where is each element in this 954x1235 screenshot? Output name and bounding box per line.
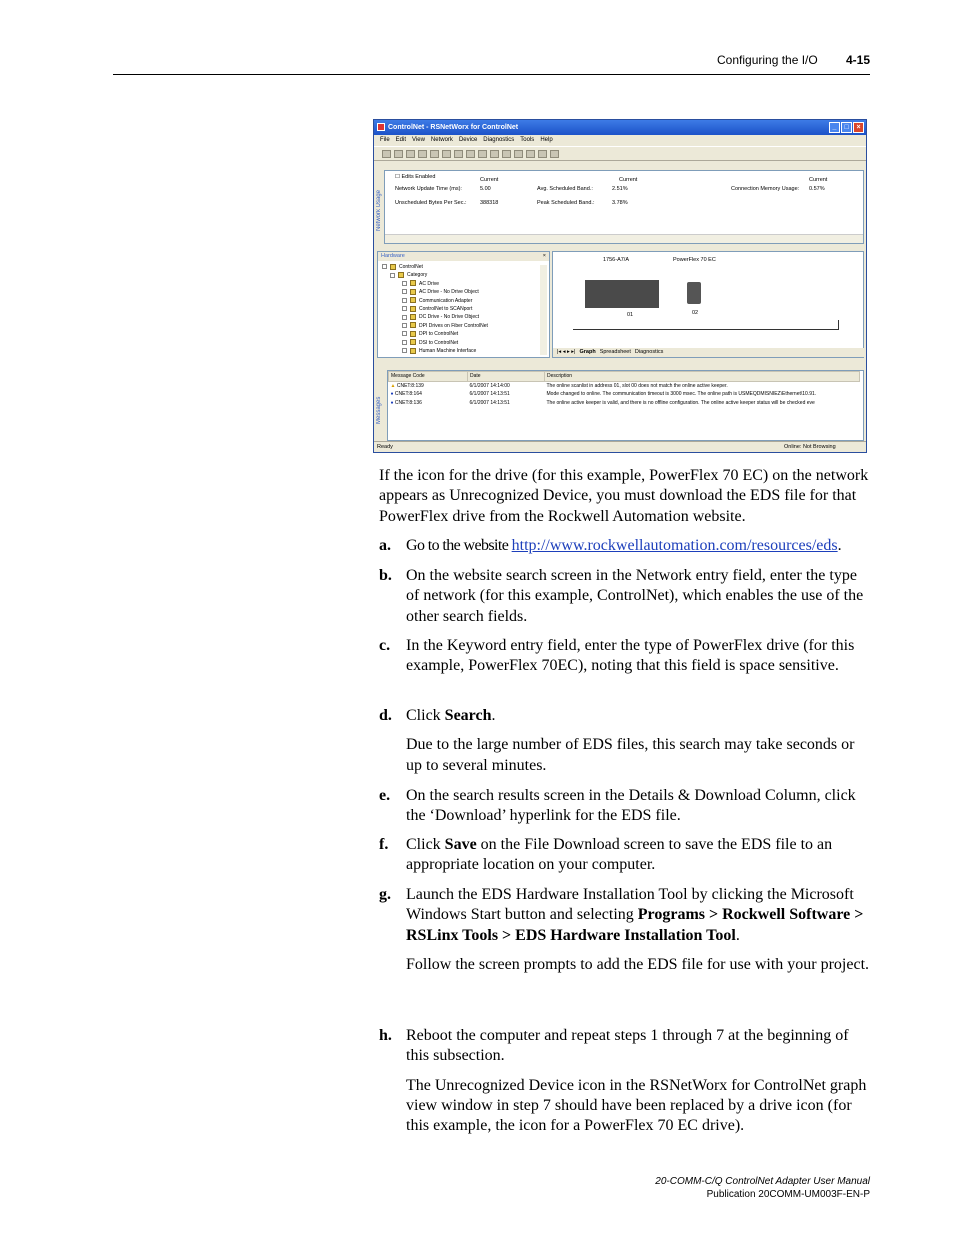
properties-icon[interactable]	[502, 150, 511, 158]
menu-file[interactable]: File	[380, 137, 390, 143]
device2-label: PowerFlex 70 EC	[673, 257, 716, 263]
step-f: f. Click Save on the File Download screen to save the EDS file to an appropriate location on your computer.	[379, 836, 833, 874]
folder-icon	[410, 280, 416, 286]
avg-band-label: Avg. Scheduled Band.:	[537, 186, 593, 192]
eds-website-link[interactable]: http://www.rockwellautomation.com/resources/eds	[511, 537, 838, 554]
tab-spreadsheet[interactable]: Spreadsheet	[599, 349, 631, 355]
conn-memory-label: Connection Memory Usage:	[731, 186, 800, 192]
tree-item[interactable]: DPI to ControlNet	[382, 330, 549, 338]
status-ready: Ready	[377, 444, 393, 450]
tab-diagnostics[interactable]: Diagnostics	[634, 349, 664, 355]
menu-help[interactable]: Help	[540, 137, 553, 143]
header-rule	[113, 74, 870, 75]
table-row[interactable]: ● CNET:8:136 6/1/2007 14:13:51 The online active keeper is valid, and there is no offline configuration. The online active keeper status will be checked eve	[390, 399, 815, 406]
network-icon	[390, 264, 396, 270]
hardware-title: Hardware	[381, 253, 405, 259]
messages-tab[interactable]: Messages	[376, 396, 382, 424]
graph-pane	[552, 251, 864, 358]
step-b: b. On the website search screen in the Network entry field, enter the type of network (for this example, ControlNet), which enables the use of the other search fields.	[379, 567, 864, 625]
toolbar	[374, 146, 866, 161]
online-icon[interactable]	[514, 150, 523, 158]
menu-network[interactable]: Network	[430, 137, 453, 143]
page-number: 4-15	[846, 53, 871, 67]
peak-band-value: 3.78%	[612, 200, 628, 206]
hardware-title-bar	[378, 252, 549, 261]
folder-icon	[398, 272, 404, 278]
messages-table	[388, 371, 860, 407]
node-address: 02	[692, 310, 699, 316]
folder-icon	[410, 314, 416, 320]
new-icon[interactable]	[382, 150, 391, 158]
avg-band-value: 2.51%	[612, 186, 628, 192]
controllogix-chassis-icon[interactable]	[585, 280, 659, 308]
close-icon[interactable]: ×	[853, 122, 864, 133]
step-h-note: The Unrecognized Device icon in the RSNetWorx for ControlNet graph view window in step 7 should have been replaced by a drive icon (for this example, the icon for a PowerFlex 70 EC drive).	[406, 1076, 867, 1135]
folder-icon	[410, 331, 416, 337]
spreadsheet-icon[interactable]	[550, 150, 559, 158]
step-c: c. In the Keyword entry field, enter the type of PowerFlex drive (for this example, PowerFlex 70EC), noting that this field is space sensitive.	[379, 637, 855, 675]
tree-item[interactable]: Category	[382, 271, 549, 279]
minimize-icon[interactable]: _	[829, 122, 840, 133]
tree-item[interactable]: Communication Adapter	[382, 297, 549, 305]
table-row[interactable]: ▲ CNET:8:139 6/1/2007 14:14:00 The online scanlist in address 01, slot 00 does not match the online active keeper.	[390, 382, 728, 389]
status-online: Online: Not Browsing	[784, 444, 836, 450]
step-e: e. On the search results screen in the Details & Download Column, click the ‘Download’ hyperlink for the EDS file.	[379, 787, 856, 825]
tree-item[interactable]: DPI Drives on Fiber ControlNet	[382, 322, 549, 330]
nut-label: Network Update Time (ms):	[395, 186, 462, 192]
menu-view[interactable]: View	[412, 137, 425, 143]
nav-arrows[interactable]: |◂ ◂ ▸ ▸|	[557, 349, 576, 355]
open-icon[interactable]	[394, 150, 403, 158]
diagnostics-icon[interactable]	[538, 150, 547, 158]
menu-tools[interactable]: Tools	[520, 137, 535, 143]
copy-icon[interactable]	[442, 150, 451, 158]
column-header[interactable]: Message Code	[389, 372, 468, 382]
hardware-pane	[377, 251, 550, 358]
tree-item[interactable]: ControlNet to SCANport	[382, 305, 549, 313]
table-row[interactable]: ● CNET:8:164 6/1/2007 14:13:51 Mode changed to online. The communication timeout is 3000 msec. The online path is USMEQDMISNIEZ\Ethernet\10.91.	[390, 391, 817, 398]
current-heading: Current	[809, 177, 828, 183]
step-g-note: Follow the screen prompts to add the EDS file for use with your project.	[406, 955, 870, 973]
network-trunk-line	[573, 329, 838, 330]
tree-item[interactable]: Human Machine Interface	[382, 347, 549, 355]
column-header[interactable]: Description	[545, 372, 860, 382]
window-title: ControlNet - RSNetWorx for ControlNet	[388, 124, 519, 131]
graph-tab-bar	[553, 348, 867, 357]
folder-icon	[410, 322, 416, 328]
step-a: a. Go to the website http://www.rockwellautomation.com/resources/eds.	[379, 537, 842, 554]
cut-icon[interactable]	[430, 150, 439, 158]
device1-label: 1756-A7/A	[603, 257, 629, 263]
running-header: Configuring the I/O	[717, 53, 818, 67]
app-icon	[377, 123, 385, 131]
peak-band-label: Peak Scheduled Band.:	[537, 200, 595, 206]
tree-item[interactable]: DC Drive - No Drive Object	[382, 313, 549, 321]
tree-item[interactable]: AC Drive	[382, 280, 549, 288]
maximize-icon[interactable]: □	[841, 122, 852, 133]
footer-publication: Publication 20COMM-UM003F-EN-P	[706, 1189, 870, 1200]
warning-icon: ▲	[390, 382, 396, 389]
vertical-scrollbar[interactable]	[540, 265, 547, 355]
tab-graph[interactable]: Graph	[579, 349, 596, 355]
horizontal-scrollbar[interactable]	[385, 234, 863, 243]
step-d: d. Click Search. Due to the large number of EDS files, this search may take seconds or up to several minutes.	[379, 706, 869, 776]
step-g: g. Launch the EDS Hardware Installation Tool by clicking the Microsoft Windows Start button and selecting Programs > Rockwell Software > RSLinx Tools > EDS Hardware Installation Tool. Follow the screen prompts to add the EDS file for use with your project.	[379, 885, 869, 975]
messages-pane	[387, 370, 864, 441]
network-trunk-line	[838, 320, 839, 330]
edits-enabled-checkbox[interactable]: ☐ Edits Enabled	[395, 174, 436, 180]
close-icon[interactable]: ×	[542, 253, 546, 259]
help-pointer-icon[interactable]	[466, 150, 475, 158]
intro-paragraph: If the icon for the drive (for this example, PowerFlex 70 EC) on the network appears as Unrecognized Device, you must download the EDS file for that PowerFlex drive from the Rockwell Automation website.	[379, 467, 869, 525]
folder-icon	[410, 339, 416, 345]
info-icon: ●	[390, 391, 394, 398]
info-icon: ●	[390, 399, 394, 406]
rsnetworx-screenshot	[373, 119, 867, 453]
network-usage-tab[interactable]: Network Usage	[376, 189, 382, 231]
status-bar	[374, 441, 866, 452]
hardware-tree	[378, 261, 549, 355]
current-heading: Current	[619, 177, 638, 183]
print-icon[interactable]	[418, 150, 427, 158]
folder-icon	[410, 348, 416, 354]
step-d-note: Due to the large number of EDS files, this search may take seconds or up to several minutes.	[406, 736, 855, 774]
menu-diagnostics[interactable]: Diagnostics	[483, 137, 515, 143]
tree-item[interactable]: AC Drive - No Drive Object	[382, 288, 549, 296]
powerflex-drive-icon[interactable]	[687, 282, 701, 304]
nut-value: 5.00	[480, 186, 491, 192]
footer-manual-title: 20-COMM-C/Q ControlNet Adapter User Manual	[655, 1176, 870, 1187]
conn-memory-value: 0.57%	[809, 186, 825, 192]
menu-device[interactable]: Device	[458, 137, 478, 143]
zoom-in-icon[interactable]	[478, 150, 487, 158]
step-h: h. Reboot the computer and repeat steps 1 through 7 at the beginning of this subsection. The Unrecognized Device icon in the RSNetWorx for ControlNet graph view window in step 7 should have been replaced by a drive icon (for this example, the icon for a PowerFlex 70 EC drive).	[379, 1026, 869, 1136]
folder-icon	[410, 289, 416, 295]
zoom-out-icon[interactable]	[490, 150, 499, 158]
node-address: 01	[627, 312, 634, 318]
browse-icon[interactable]	[526, 150, 535, 158]
tree-item[interactable]: DSI to ControlNet	[382, 339, 549, 347]
folder-icon	[410, 297, 416, 303]
column-header[interactable]: Date	[468, 372, 545, 382]
save-icon[interactable]	[406, 150, 415, 158]
window-titlebar	[374, 120, 866, 135]
ubps-label: Unscheduled Bytes Per Sec.:	[395, 200, 467, 206]
ubps-value: 388318	[480, 200, 499, 206]
tree-item[interactable]: ControlNet	[382, 263, 549, 271]
menu-edit[interactable]: Edit	[395, 137, 407, 143]
folder-icon	[410, 306, 416, 312]
current-heading: Current	[480, 177, 499, 183]
paste-icon[interactable]	[454, 150, 463, 158]
network-usage-pane	[384, 170, 864, 244]
menu-bar	[374, 135, 866, 146]
